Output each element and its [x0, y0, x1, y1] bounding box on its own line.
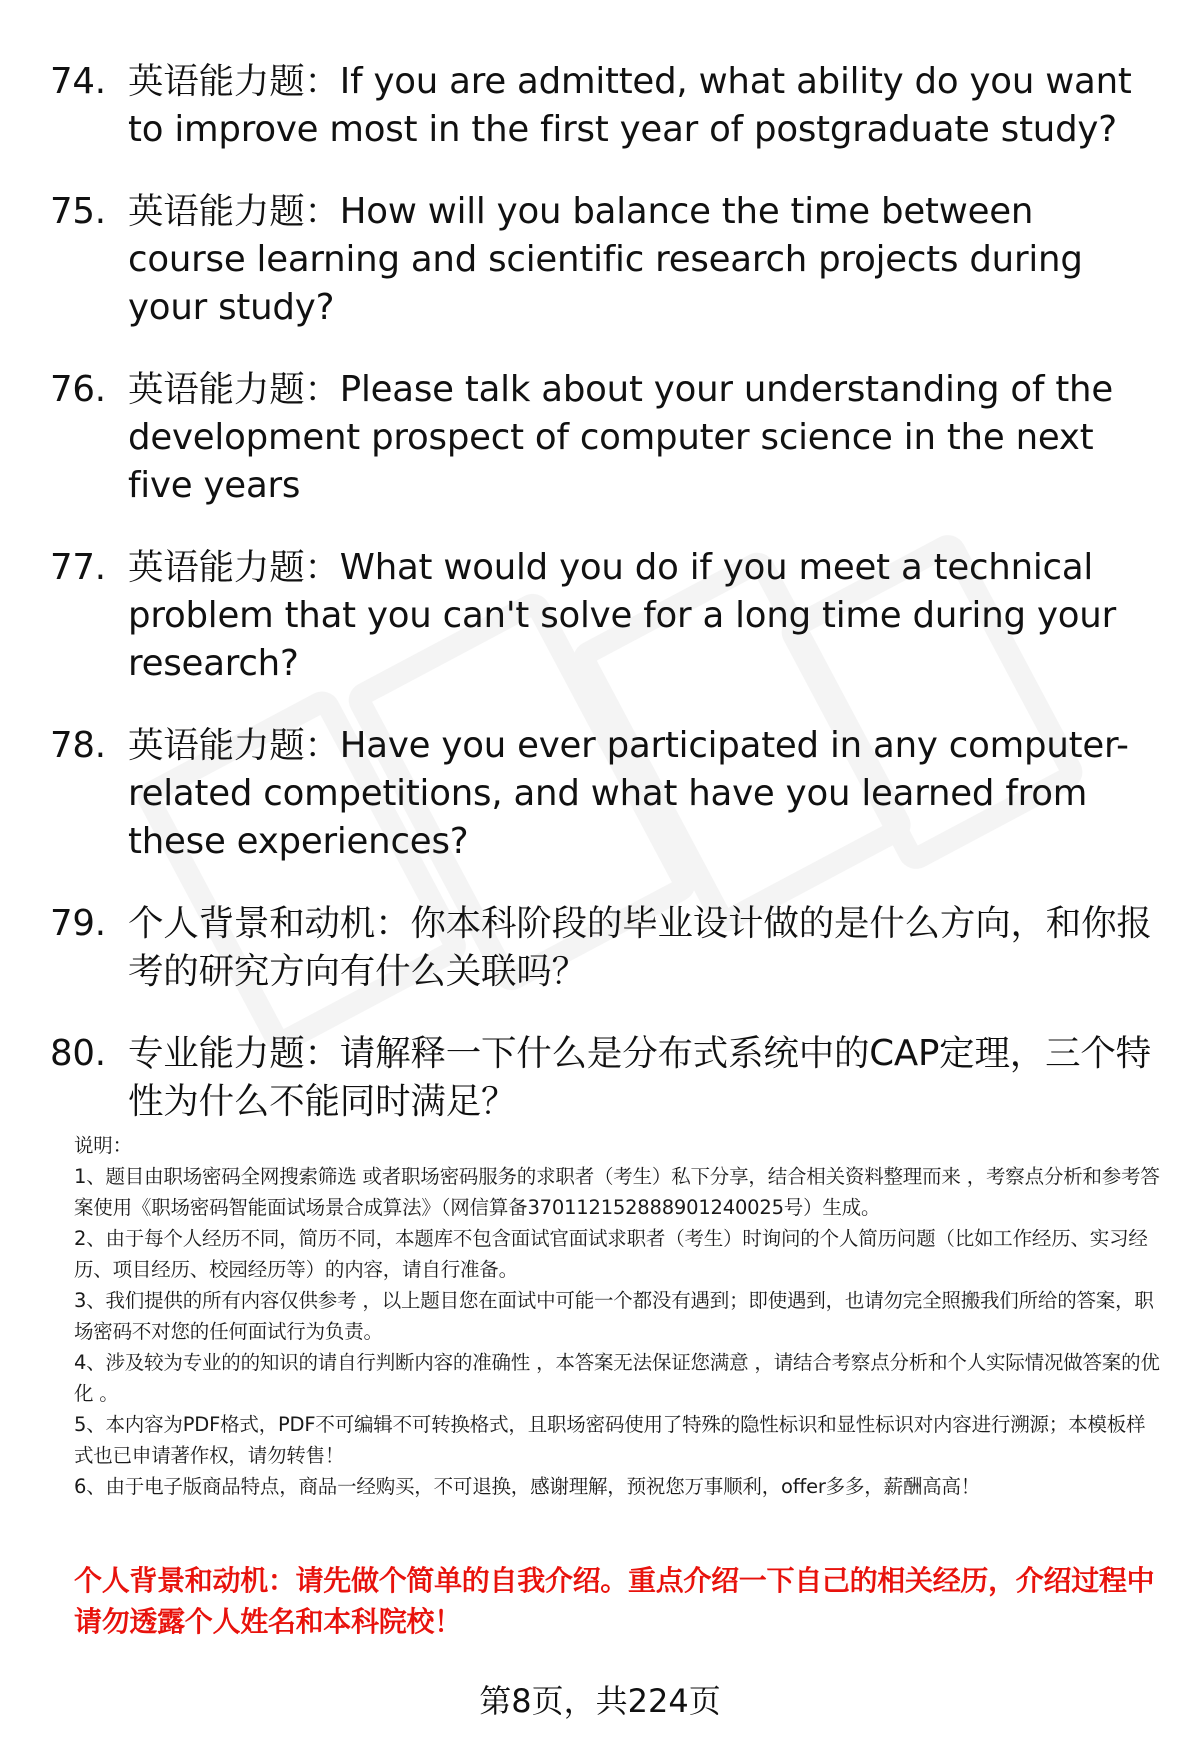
question-item: [50, 58, 1160, 154]
note-item: 1、题目由职场密码全网搜索筛选 或者职场密码服务的求职者（考生）私下分享，结合相关资料整理而来 ，考察点分析和参考答案使用《职场密码智能面试场景合成算法》（网信算备370112152888901240025号）生成。: [74, 1165, 1160, 1219]
question-text: 英语能力题：Please talk about your understanding of the development prospect of computer science in the next five years: [128, 369, 1113, 506]
question-number: 76.: [50, 369, 106, 410]
question-item: [50, 900, 1160, 996]
page-number: 第8页，共224页: [479, 1682, 721, 1720]
question-text: 英语能力题：How will you balance the time between course learning and scientific research projects during your study?: [128, 191, 1083, 328]
note-item: 2、由于每个人经历不同，简历不同，本题库不包含面试官面试求职者（考生）时询问的个人简历问题（比如工作经历、实习经历、项目经历、校园经历等）的内容，请自行准备。: [74, 1227, 1148, 1281]
question-list: [50, 58, 1160, 1160]
question-item: [50, 722, 1160, 866]
question-item: [50, 544, 1160, 688]
note-item: 6、由于电子版商品特点，商品一经购买，不可退换，感谢理解，预祝您万事顺利，offer多多，薪酬高高！: [74, 1475, 981, 1498]
question-text: 专业能力题：请解释一下什么是分布式系统中的CAP定理，三个特性为什么不能同时满足？: [128, 1033, 1151, 1122]
question-item: [50, 188, 1160, 332]
question-number: 79.: [50, 903, 106, 944]
note-item: 3、我们提供的所有内容仅供参考 ，以上题目您在面试中可能一个都没有遇到；即使遇到，也请勿完全照搬我们所给的答案，职场密码不对您的任何面试行为负责。: [74, 1289, 1154, 1343]
notes-heading: 说明：: [74, 1134, 132, 1157]
question-item: [50, 1030, 1160, 1126]
question-text: 个人背景和动机：你本科阶段的毕业设计做的是什么方向，和你报考的研究方向有什么关联吗？: [128, 903, 1152, 992]
notes-section: [74, 1130, 1164, 1502]
question-number: 74.: [50, 61, 106, 102]
question-number: 75.: [50, 191, 106, 232]
question-text: 英语能力题：What would you do if you meet a technical problem that you can't solve for a long time during your research?: [128, 547, 1116, 684]
question-text: 英语能力题：If you are admitted, what ability do you want to improve most in the first year of postgraduate study?: [128, 61, 1132, 150]
question-number: 80.: [50, 1033, 106, 1074]
note-item: 4、涉及较为专业的的知识的请自行判断内容的准确性 ，本答案无法保证您满意 ，请结合考察点分析和个人实际情况做答案的优化 。: [74, 1351, 1160, 1405]
highlight-question: 个人背景和动机：请先做个简单的自我介绍。重点介绍一下自己的相关经历，介绍过程中请勿透露个人姓名和本科院校！: [74, 1564, 1155, 1638]
question-number: 78.: [50, 725, 106, 766]
note-item: 5、本内容为PDF格式，PDF不可编辑不可转换格式，且职场密码使用了特殊的隐性标识和显性标识对内容进行溯源；本模板样式也已申请著作权，请勿转售！: [74, 1413, 1146, 1467]
question-item: [50, 366, 1160, 510]
question-number: 77.: [50, 547, 106, 588]
question-text: 英语能力题：Have you ever participated in any computer-related competitions, and what have you learned from these experiences?: [128, 725, 1129, 862]
